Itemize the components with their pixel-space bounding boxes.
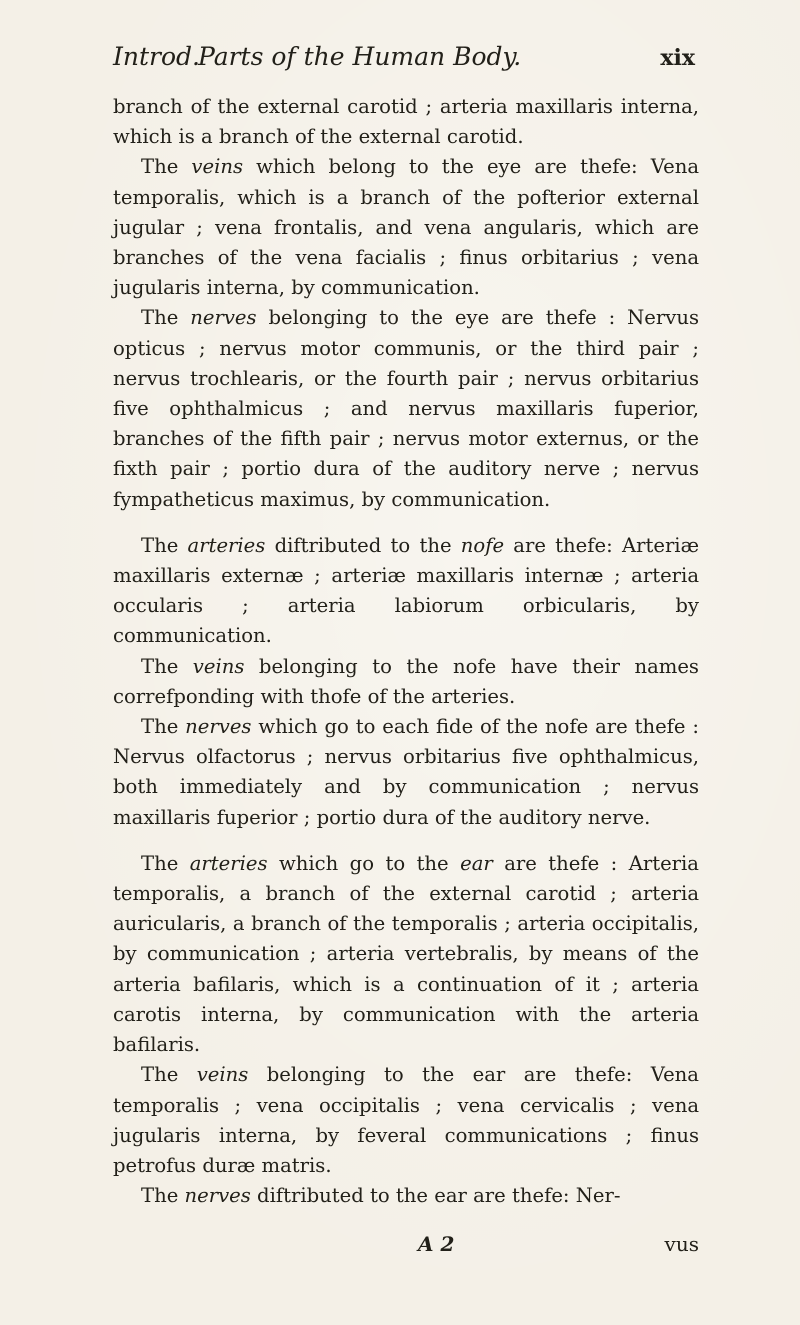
- italic-term: ear: [460, 851, 493, 875]
- italic-term: nofe: [460, 533, 505, 557]
- text-run: which go to the: [267, 851, 461, 875]
- italic-term: nerves: [184, 1184, 251, 1208]
- text-run: diftributed to the: [265, 533, 461, 557]
- italic-term: arteries: [189, 851, 268, 875]
- body-text: [113, 92, 699, 1211]
- page-footer: [113, 1232, 699, 1262]
- text-run: belonging to the ear are thefe: Vena temporalis ; vena occipitalis ; vena cervicalis ; vena jugularis interna, by feveral communications ; finus petrofus duræ matris.: [113, 1063, 699, 1177]
- italic-term: veins: [191, 155, 244, 179]
- signature-mark: A 2: [418, 1232, 455, 1256]
- text-run: The: [141, 533, 188, 557]
- catchword: vus: [664, 1232, 699, 1256]
- text-run: belonging to the nofe have their names correfponding with thofe of the arteries.: [113, 654, 699, 708]
- text-run: The: [141, 306, 191, 330]
- running-head-title: Parts of the Human Body.: [198, 42, 522, 71]
- text-run: branch of the external carotid ; arteria maxillaris interna, which is a branch of the external carotid.: [113, 95, 699, 149]
- text-run: are thefe: Arteriæ maxillaris externæ ; arteriæ maxillaris internæ ; arteria occularis ; arteria labiorum orbicularis, by communication.: [113, 533, 699, 648]
- italic-term: veins: [192, 654, 245, 678]
- paragraph: [113, 712, 699, 833]
- italic-term: arteries: [187, 533, 266, 557]
- italic-term: nerves: [190, 306, 257, 330]
- paragraph: [113, 652, 699, 712]
- page-number: xix: [660, 45, 695, 71]
- italic-term: nerves: [185, 715, 252, 739]
- running-head-section: Introd.: [113, 42, 200, 71]
- text-run: which go to each fide of the nofe are thefe : Nervus olfactorus ; nervus orbitarius five ophthalmicus, both immediately and by communication ; nervus maxillaris fuperior ; portio dura of the auditory nerve.: [113, 715, 700, 829]
- paragraph: [113, 152, 699, 303]
- text-run: The: [141, 715, 186, 739]
- paragraph: [113, 92, 699, 152]
- text-run: are thefe : Arteria temporalis, a branch of the external carotid ; arteria auricularis, a branch of the temporalis ; arteria occipitalis, by communication ; arteria vertebralis, by means of the arteria bafilaris, which is a continuation of it ; arteria carotis interna, by communication with the arteria bafilaris.: [113, 851, 699, 1057]
- text-run: diftributed to the ear are thefe: Ner-: [250, 1184, 621, 1208]
- paragraph: [113, 303, 699, 514]
- paragraph: [113, 849, 699, 1060]
- running-head: [113, 42, 695, 82]
- text-run: belonging to the eye are thefe : Nervus opticus ; nervus motor communis, or the third pair ; nervus trochlearis, or the fourth pair ; nervus orbitarius five ophthalmicus ; and nervus maxillaris fuperior, branches of the fifth pair ; nervus motor externus, or the fixth pair ; portio dura of the auditory nerve ; nervus fympatheticus maximus, by communication.: [113, 306, 699, 511]
- paragraph: [113, 531, 699, 652]
- text-run: The: [141, 155, 192, 179]
- paragraph: [113, 1060, 699, 1181]
- text-run: which belong to the eye are thefe: Vena temporalis, which is a branch of the pofterior external jugular ; vena frontalis, and vena angularis, which are branches of the vena facialis ; finus orbitarius ; vena jugularis interna, by communication.: [113, 155, 699, 300]
- text-run: The: [141, 1063, 197, 1087]
- italic-term: veins: [196, 1063, 249, 1087]
- text-run: The: [141, 654, 193, 678]
- text-run: The: [141, 1184, 185, 1208]
- text-run: The: [141, 851, 190, 875]
- paragraph: [113, 1181, 699, 1211]
